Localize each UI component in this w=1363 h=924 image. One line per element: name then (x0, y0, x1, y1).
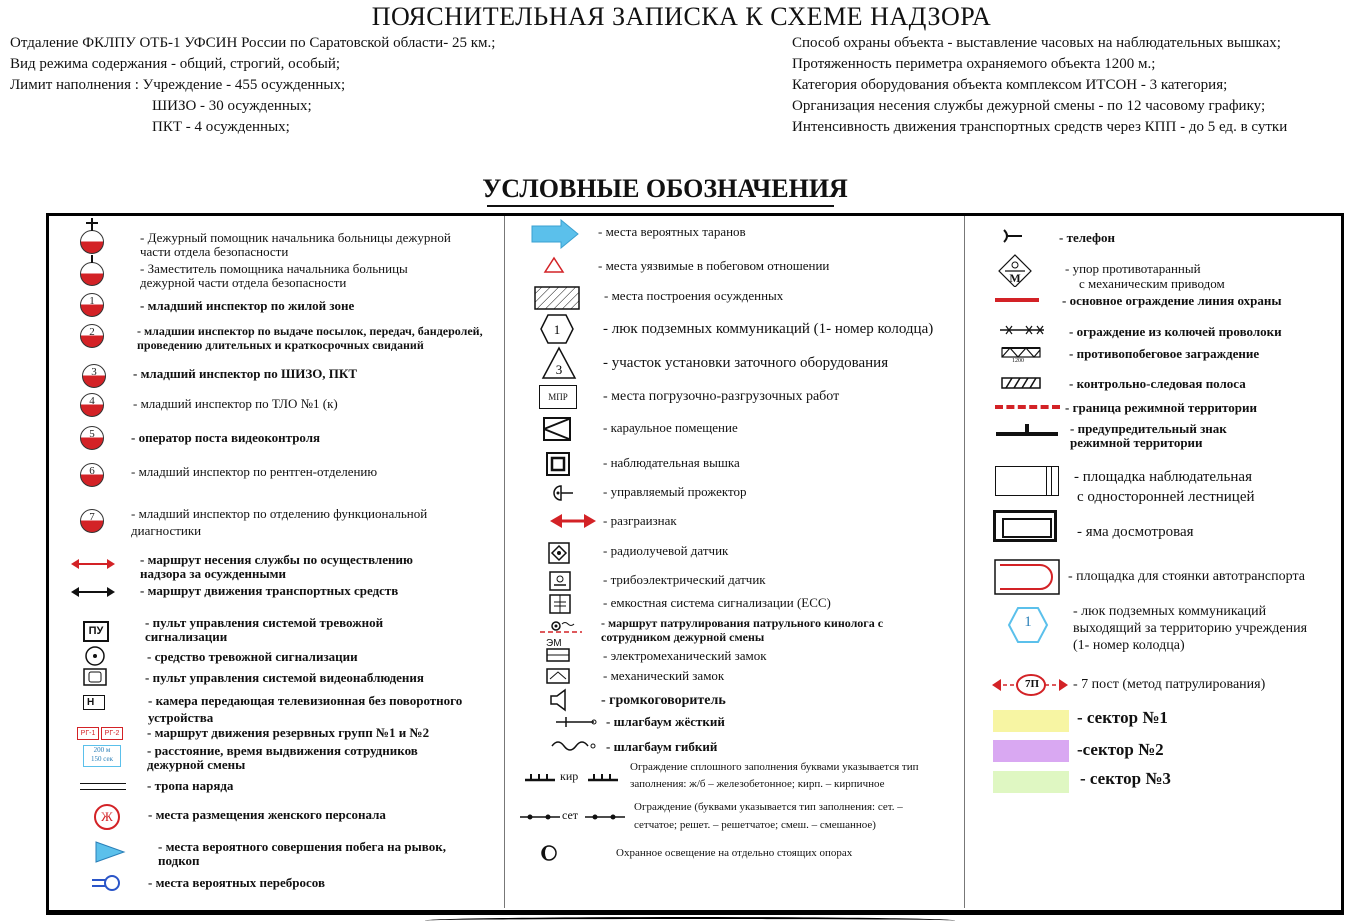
legend-label: - механический замок (603, 668, 725, 683)
legend-label: - оператор поста видеоконтроля (131, 430, 321, 445)
hatch-number: 1 (553, 322, 561, 337)
video-panel-icon (83, 668, 107, 686)
legend-label: - площадка для стоянки автотранспорта (1068, 569, 1305, 584)
legend-label: - младшии инспектор по выдаче посылок, передач, бандеролей, проведению длительных и краткосрочных свиданий (137, 324, 483, 352)
legend-label: с механическим приводом (1079, 276, 1225, 291)
sector-2-swatch (993, 740, 1069, 762)
info-line: Вид режима содержания - общий, строгий, особый; (10, 56, 341, 72)
info-line: Интенсивность движения транспортных средств через КПП - до 5 ед. в сутки (792, 119, 1288, 135)
legend-label: - места погрузочно-разгрузочных работ (603, 389, 840, 404)
legend-label: - основное ограждение линия охраны (1062, 293, 1282, 308)
phone-icon (1000, 228, 1024, 244)
deputy-icon (80, 262, 104, 286)
legend-label: - младший инспектор по отделению функциональной диагностики (131, 506, 428, 538)
column-divider (504, 216, 505, 908)
hatch-outside-label (1073, 603, 1343, 654)
dog-patrol-route-icon (538, 618, 584, 638)
info-line: Способ охраны объекта - выставление часовых на наблюдательных вышках; (792, 35, 1281, 51)
legend-label: -сектор №2 (1077, 740, 1164, 759)
inspector-6-icon (80, 463, 104, 487)
legend-label: - младший инспектор по рентген-отделению (131, 464, 378, 479)
info-line: Протяженность периметра охраняемого объекта 1200 м.; (792, 56, 1156, 72)
legend-label: - емкостная система сигнализации (ЕСС) (603, 595, 831, 610)
fence-mesh-right-icon (585, 810, 625, 824)
control-strip-icon (1000, 376, 1044, 390)
inspector-number: 5 (89, 428, 95, 440)
legend-label: - места построения осужденных (604, 288, 784, 303)
flexible-barrier-icon (550, 738, 600, 754)
column-divider (964, 216, 965, 908)
fence-mesh-left-icon (520, 810, 560, 824)
legend-label: - сектор №3 (1080, 769, 1171, 788)
separator-sign-icon (549, 513, 597, 529)
legend-label: - разграизнак (603, 513, 677, 528)
escape-triangle-icon (94, 840, 126, 864)
info-right (792, 33, 1287, 138)
fence-mesh-type-label: сет (562, 808, 579, 822)
legend-label: Ограждение сплошного заполнения буквами указывается тип (630, 761, 919, 773)
reserve-group-1-icon: РГ-1 (77, 727, 99, 740)
inspector-4-icon (80, 393, 104, 417)
cross-mark-icon (91, 218, 93, 231)
guardroom-icon (543, 417, 571, 441)
legend-label: заполнения: ж/б – железобетонное; кирп. – кирпичное (630, 778, 885, 790)
legend-label: - места вероятных таранов (598, 224, 746, 239)
distance-time-icon (83, 745, 121, 767)
fence-mesh-description (634, 798, 964, 834)
time-value: 150 сек (91, 755, 113, 763)
legend-label: - участок установки заточного оборудования (603, 355, 889, 371)
page-title: ПОЯСНИТЕЛЬНАЯ ЗАПИСКА К СХЕМЕ НАДЗОРА (371, 2, 992, 31)
alarm-panel-icon: ПУ (83, 621, 109, 642)
sector-1-swatch (993, 710, 1069, 732)
legend-label: - телефон (1059, 230, 1115, 245)
formation-hatched-icon (534, 286, 580, 310)
inspector-7-icon (80, 509, 104, 533)
pit-inner-icon (1002, 518, 1052, 538)
anti-ram-label (1065, 261, 1315, 291)
legend-label: - предупредительный знак (1070, 421, 1227, 436)
warning-sign-post-icon (1025, 424, 1029, 433)
legend-title: УСЛОВНЫЕ ОБОЗНАЧЕНИЯ (482, 174, 848, 203)
legend-label: - шлагбаум жёсткий (606, 714, 725, 729)
info-left (10, 33, 495, 138)
legend-label: - расстояние, время выдвижения сотрудников дежурной смены (147, 743, 418, 772)
lighting-icon (540, 844, 558, 862)
legend-label: Охранное освещение на отдельно стоящих опорах (616, 847, 853, 859)
legend-label: - пульт управления системой видеонаблюдения (145, 670, 424, 685)
inspector-number: 7 (89, 511, 95, 523)
legend-label: - люк подземных коммуникаций (1073, 604, 1267, 619)
info-line: ПКТ - 4 осужденных; (152, 119, 290, 135)
sector-3-swatch (993, 771, 1069, 793)
guard-path-icon (80, 783, 126, 790)
hatch-hexagon-icon (539, 313, 575, 345)
inspector-2-icon (80, 324, 104, 348)
legend-label: - Дежурный помощник начальника больницы дежурной части отдела безопасности (140, 230, 451, 259)
inspector-number: 3 (91, 366, 97, 378)
legend-label: - места размещения женского персонала (148, 807, 386, 822)
inspector-number: 6 (89, 465, 95, 477)
legend-label: - шлагбаум гибкий (606, 739, 718, 754)
legend-label: - управляемый прожектор (603, 484, 747, 499)
inspector-number: 2 (89, 326, 95, 338)
speaker-icon (549, 688, 573, 712)
legend-label: выходящий за территорию учреждения (1073, 621, 1308, 636)
throw-over-icon (90, 873, 126, 893)
observation-platform-icon (995, 466, 1059, 496)
info-line: Лимит наполнения : Учреждение - 455 осужденных; (10, 77, 346, 93)
legend-label: - маршрут движения резервных групп №1 и №2 (147, 725, 430, 740)
legend-label: - пульт управления системой тревожной сигнализации (145, 615, 384, 644)
capacitive-system-icon (549, 594, 571, 614)
legend-label: - тропа наряда (147, 778, 234, 793)
legend-label: режимной территории (1070, 435, 1203, 450)
legend-label: - граница режимной территории (1065, 400, 1257, 415)
anti-ram-letter: М (1009, 271, 1021, 285)
legend-label: - младший инспектор по ТЛО №1 (к) (133, 396, 338, 411)
legend-label: - ограждение из колючей проволоки (1069, 324, 1282, 339)
legend-title-underline (487, 205, 834, 207)
em-lock-label: ЭМ (546, 638, 562, 649)
legend-label: - места вероятных перебросов (148, 875, 325, 890)
radiobeam-sensor-icon (548, 542, 570, 564)
ram-arrow-icon (531, 219, 579, 249)
parking-area-icon (994, 559, 1060, 595)
legend-label: - наблюдательная вышка (603, 455, 740, 470)
fence-solid-left-icon (525, 771, 555, 783)
legend-label: - громкоговоритель (601, 693, 726, 708)
tower-icon (545, 451, 571, 477)
camera-icon: Н (83, 695, 105, 710)
legend-label: - маршрут несения службы по осуществлению надзора за осужденными (140, 552, 413, 581)
inspector-1-icon (80, 293, 104, 317)
cross-mark-icon (86, 222, 98, 224)
legend-label: - караульное помещение (603, 420, 738, 435)
legend-label: - площадка наблюдательная (1074, 469, 1252, 485)
anti-escape-barrier-icon (1000, 344, 1044, 368)
observation-platform-label (1074, 467, 1334, 507)
info-line: Отдаление ФКЛПУ ОТБ-1 УФСИН России по Саратовской области- 25 км.; (10, 35, 496, 51)
fence-solid-right-icon (588, 771, 618, 783)
mechanical-lock-icon (546, 668, 570, 684)
em-lock-icon (546, 648, 570, 662)
fence-solid-type-label: кир (560, 769, 579, 783)
legend-label: - места вероятного совершения побега на рывок, подкоп (158, 839, 446, 868)
distance-value: 200 м (93, 746, 111, 754)
searchlight-icon (547, 484, 575, 502)
legend-label: - 7 пост (метод патрулирования) (1073, 677, 1266, 692)
info-line: ШИЗО - 30 осужденных; (152, 98, 312, 114)
legend-label: Ограждение (буквами указывается тип заполнения: сет. – (634, 801, 903, 813)
barbed-wire-icon (1000, 324, 1044, 336)
legend-label: - контрольно-следовая полоса (1069, 376, 1246, 391)
legend-label: - радиолучевой датчик (603, 543, 729, 558)
legend-label: - камера передающая телевизионная без поворотного устройства (148, 693, 463, 725)
legend-label: сетчатое; решет. – решетчатое; смеш. – смешанное) (634, 819, 876, 831)
sharpening-triangle-icon (541, 346, 577, 380)
triboelectric-sensor-icon (549, 571, 571, 591)
loading-icon: МПР (539, 385, 577, 409)
legend-label: с односторонней лестницей (1077, 489, 1255, 505)
double-arrow-black-icon (70, 585, 116, 599)
legend-label: - маршрут патрулирования патрульного кинолога с сотрудником дежурной смены (601, 616, 884, 644)
sharpening-number: 3 (555, 362, 563, 377)
legend-label: - средство тревожной сигнализации (147, 649, 358, 664)
info-line: Организация несения службы дежурной смены - по 12 часовому графику; (792, 98, 1266, 114)
duty-assistant-icon (80, 230, 104, 254)
reserve-group-2-icon: РГ-2 (101, 727, 123, 740)
legend-label: - Заместитель помощника начальника больницы дежурной части отдела безопасности (140, 261, 408, 290)
ladder-icon (1046, 467, 1052, 495)
female-staff-icon: Ж (94, 804, 120, 830)
warning-sign-label (1070, 422, 1330, 450)
main-fence-line-icon (995, 298, 1039, 302)
inspection-pit-icon (993, 510, 1057, 542)
legend-label: - младший инспектор по ШИЗО, ПКТ (133, 366, 358, 381)
legend-label: - яма досмотровая (1077, 524, 1194, 540)
post-7-code: 7П (1024, 678, 1040, 690)
bottom-edge-decoration (425, 917, 955, 924)
info-line: Категория оборудования объекта комплексом ИТСОН - 3 категория; (792, 77, 1228, 93)
tick-mark-icon (91, 255, 93, 263)
legend-label: - противопобеговое заграждение (1069, 346, 1260, 361)
double-arrow-red-icon (70, 557, 116, 571)
legend-label: - младший инспектор по жилой зоне (140, 298, 355, 313)
legend-label: - трибоэлектрический датчик (603, 572, 766, 587)
regime-border-line-icon (995, 405, 1060, 409)
alarm-device-icon (84, 645, 106, 667)
fence-solid-description (630, 759, 960, 793)
legend-label: - люк подземных коммуникаций (1- номер колодца) (603, 321, 934, 337)
legend-label: - электромеханический замок (603, 648, 767, 663)
inspector-3-icon (82, 364, 106, 388)
legend-label: - места уязвимые в побеговом отношении (598, 258, 830, 273)
legend-label: - сектор №1 (1077, 708, 1168, 727)
inspector-5-icon (80, 426, 104, 450)
legend-label: - маршрут движения транспортных средств (140, 583, 399, 598)
hatch-outside-number: 1 (1024, 614, 1032, 630)
inspector-number: 4 (89, 395, 95, 407)
legend-label: - упор противотаранный (1065, 261, 1201, 276)
legend-label: (1- номер колодца) (1073, 638, 1185, 653)
inspector-number: 1 (89, 295, 95, 307)
vulnerable-triangle-icon (543, 256, 565, 274)
anti-escape-number: 1200 (1012, 358, 1024, 364)
rigid-barrier-icon (550, 715, 598, 729)
